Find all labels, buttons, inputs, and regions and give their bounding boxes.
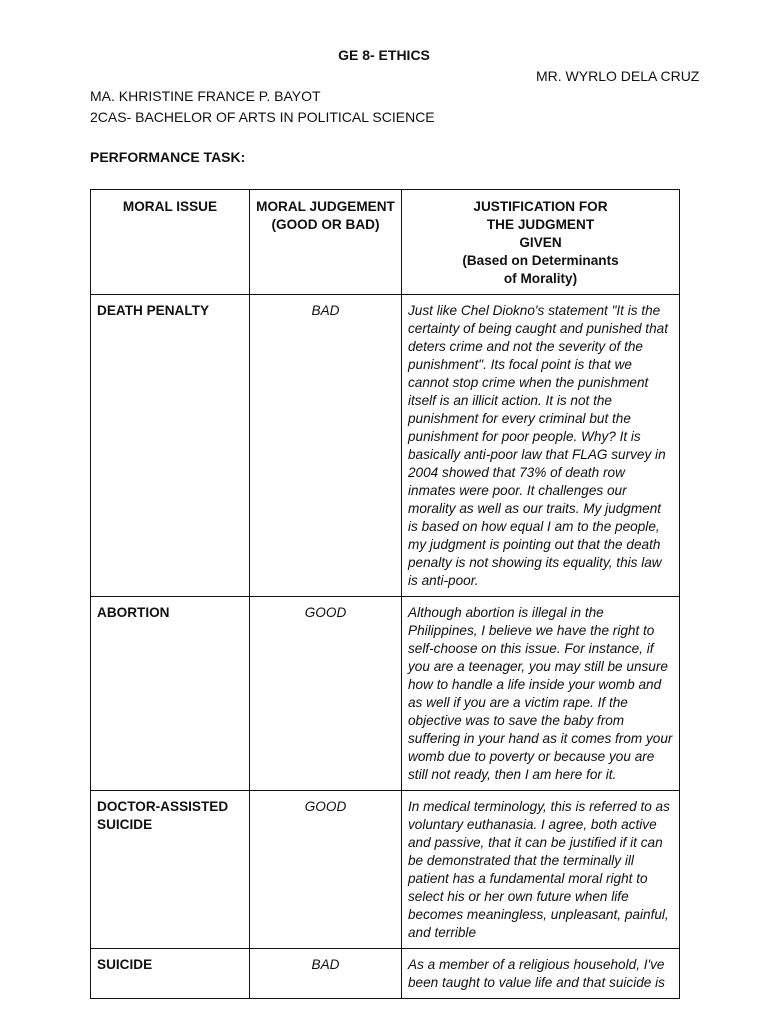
header-justification-line-5: of Morality) bbox=[503, 271, 578, 286]
header-judgement-line-1: MORAL JUDGEMENT bbox=[256, 199, 395, 214]
header-justification-line-2: THE JUDGMENT bbox=[486, 217, 595, 232]
justification-cell: As a member of a religious household, I've been taught to value life and that suicide is bbox=[402, 949, 680, 999]
student-program: 2CAS- BACHELOR OF ARTS IN POLITICAL SCIENCE bbox=[90, 109, 435, 125]
header-justification-line-4: (Based on Determinants bbox=[462, 253, 619, 268]
table-header-row bbox=[91, 190, 680, 295]
instructor-name: MR. WYRLO DELA CRUZ bbox=[536, 68, 700, 84]
table-row bbox=[91, 791, 680, 949]
student-name: MA. KHRISTINE FRANCE P. BAYOT bbox=[90, 88, 321, 104]
judgement-cell: GOOD bbox=[250, 791, 402, 949]
issue-cell: DEATH PENALTY bbox=[91, 295, 250, 597]
header-judgement-line-2: (GOOD OR BAD) bbox=[271, 217, 380, 232]
judgement-cell: GOOD bbox=[250, 597, 402, 791]
justification-cell: Although abortion is illegal in the Philippines, I believe we have the right to self-choose on this issue. For instance, if you are a teenager, you may still be unsure how to handle a life inside your womb and as well if you are a victim rape. If the objective was to save the baby from suffering in your hand as it comes from your womb due to poverty or because you are still not ready, then I am here for it. bbox=[402, 597, 680, 791]
header-moral-judgement bbox=[250, 190, 402, 295]
header-moral-issue bbox=[91, 190, 250, 295]
judgement-cell: BAD bbox=[250, 949, 402, 999]
header-justification-line-1: JUSTIFICATION FOR bbox=[473, 199, 608, 214]
table-row bbox=[91, 597, 680, 791]
course-title: GE 8- ETHICS bbox=[338, 47, 430, 63]
justification-cell: In medical terminology, this is referred to as voluntary euthanasia. I agree, both active and passive, that it can be justified if it can be demonstrated that the terminally ill patient has a fundamental moral right to select his or her own future when life becomes meaningless, unpleasant, painful, and terrible bbox=[402, 791, 680, 949]
header-moral-issue-text: MORAL ISSUE bbox=[122, 199, 218, 214]
issue-cell: DOCTOR-ASSISTED SUICIDE bbox=[91, 791, 250, 949]
table-row bbox=[91, 295, 680, 597]
table-row bbox=[91, 949, 680, 999]
moral-issues-table bbox=[90, 189, 680, 999]
issue-cell: ABORTION bbox=[91, 597, 250, 791]
header-justification bbox=[402, 190, 680, 295]
issue-cell: SUICIDE bbox=[91, 949, 250, 999]
judgement-cell: BAD bbox=[250, 295, 402, 597]
header-justification-line-3: GIVEN bbox=[519, 235, 562, 250]
task-heading: PERFORMANCE TASK: bbox=[90, 149, 246, 165]
justification-cell: Just like Chel Diokno's statement "It is the certainty of being caught and punished that deters crime and not the severity of the punishment". Its focal point is that we cannot stop crime when the punishment itself is an illicit action. It is not the punishment for every criminal but the punishment for poor people. Why? It is basically anti-poor law that FLAG survey in 2004 showed that 73% of death row inmates were poor. It challenges our morality as well as our traits. My judgment is based on how equal I am to the people, my judgment is pointing out that the death penalty is not showing its equality, this law is anti-poor. bbox=[402, 295, 680, 597]
